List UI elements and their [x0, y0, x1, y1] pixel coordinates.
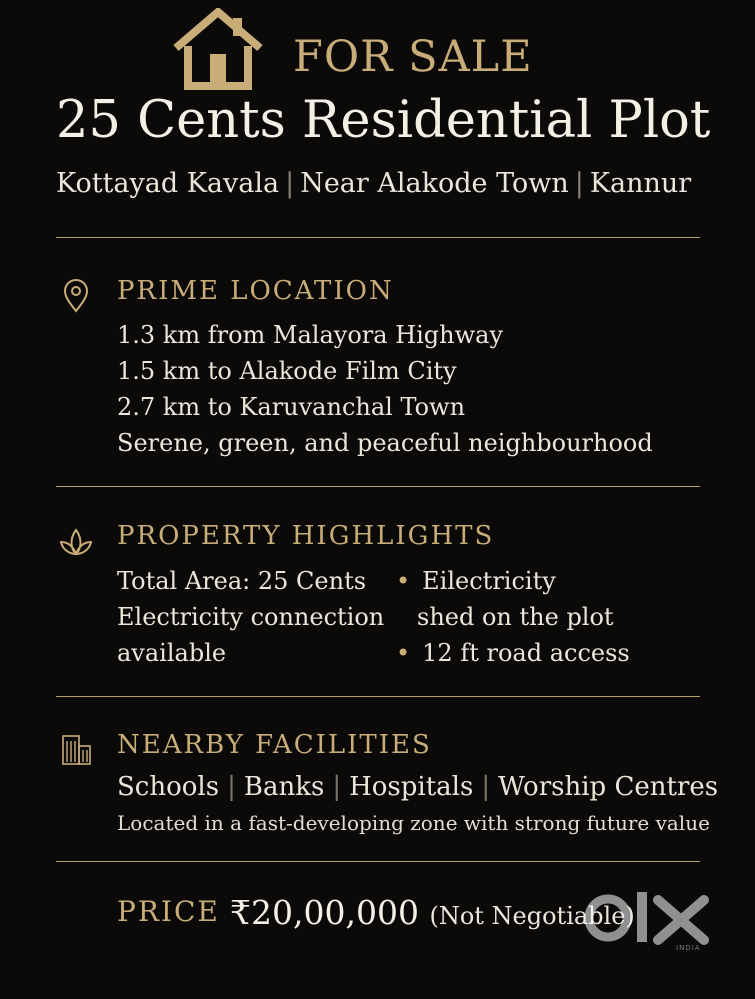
nearby-facilities-title: NEARBY FACILITIES — [117, 730, 432, 760]
highlight-detail: available — [117, 639, 227, 667]
leaf-icon — [58, 524, 94, 560]
for-sale-heading: FOR SALE — [293, 32, 533, 82]
location-detail: Serene, green, and peaceful neighbourhood — [117, 429, 653, 457]
highlight-bullet-item — [396, 641, 630, 665]
location-near: Near Alakode Town — [300, 168, 569, 199]
divider — [56, 696, 700, 697]
bullet-icon: • — [396, 567, 411, 595]
highlight-bullet-item — [396, 569, 556, 593]
property-highlights-title: PROPERTY HIGHLIGHTS — [117, 521, 495, 551]
price-label: PRICE — [117, 895, 220, 928]
highlight-detail: 12 ft road access — [422, 639, 630, 667]
highlight-detail: Total Area: 25 Cents — [117, 567, 367, 595]
building-icon — [58, 732, 94, 768]
house-icon — [170, 8, 266, 90]
facilities-list: Schools | Banks | Hospitals | Worship Centres — [117, 772, 719, 802]
location-town: Kottayad Kavala — [56, 168, 280, 199]
prime-location-title: PRIME LOCATION — [117, 276, 394, 306]
olx-country-label: INDIA — [676, 944, 701, 952]
price-note: (Not Negotiable) — [429, 902, 635, 930]
page-title: 25 Cents Residential Plot — [56, 91, 711, 150]
location-detail: 1.5 km to Alakode Film City — [117, 357, 457, 385]
facility-item: Banks — [243, 772, 325, 802]
facility-item: Worship Centres — [498, 772, 719, 802]
facilities-note: Located in a fast-developing zone with strong future value — [117, 811, 710, 835]
highlight-detail: Electricity connection — [117, 603, 385, 631]
location-detail: 1.3 km from Malayora Highway — [117, 321, 504, 349]
location-pin-icon — [58, 278, 94, 314]
location-subtitle: Kottayad Kavala | Near Alakode Town | Kannur — [56, 168, 692, 199]
divider — [56, 237, 700, 238]
price-amount: ₹20,00,000 — [230, 893, 419, 932]
highlight-detail: shed on the plot — [417, 603, 614, 631]
price-value — [230, 893, 635, 932]
facility-item: Schools — [117, 772, 220, 802]
bullet-icon: • — [396, 639, 411, 667]
location-district: Kannur — [589, 168, 692, 199]
divider — [56, 486, 700, 487]
divider — [56, 861, 700, 862]
facility-item: Hospitals — [349, 772, 474, 802]
location-detail: 2.7 km to Karuvanchal Town — [117, 393, 466, 421]
highlight-detail: Eilectricity — [422, 567, 556, 595]
